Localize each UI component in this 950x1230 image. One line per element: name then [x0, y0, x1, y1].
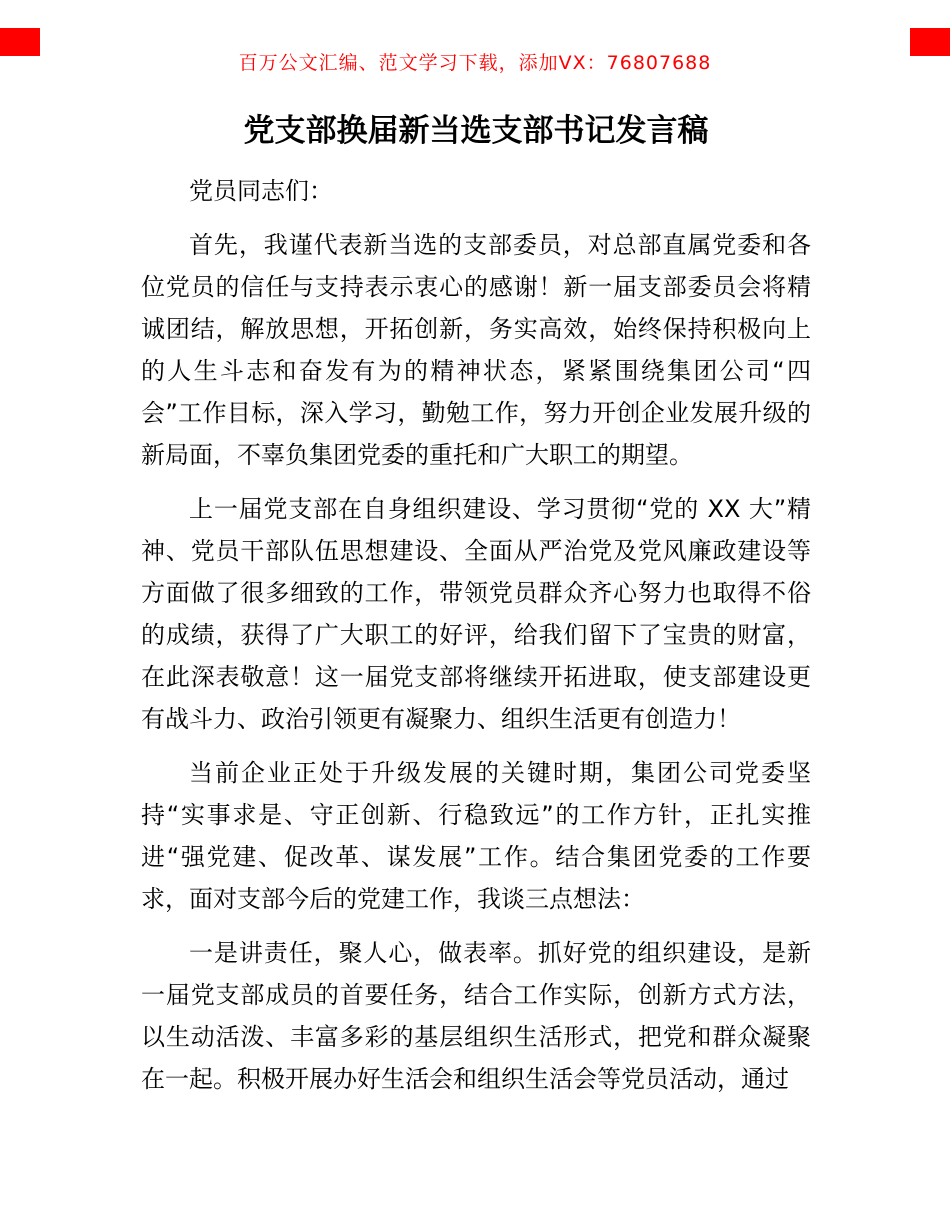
paragraph-salutation: 党员同志们：	[189, 177, 333, 205]
promo-banner: 百万公文汇编、范文学习下载，添加VX：76807688	[238, 52, 712, 74]
document-title: 党支部换届新当选支部书记发言稿	[243, 113, 709, 149]
paragraph: 当前企业正处于升级发展的关键时期，集团公司党委坚持“实事求是、守正创新、行稳致远”的工作方针，正扎实推进“强党建、促改革、谋发展”工作。结合集团党委的工作要求，面对支部今后的党建工作，我谈三点想法：	[141, 759, 811, 913]
document	[141, 108, 811, 1112]
paragraph: 上一届党支部在自身组织建设、学习贯彻“党的 XX 大”精神、党员干部队伍思想建设、全面从严治党及党风廉政建设等方面做了很多细致的工作，带领党员群众齐心努力也取得不俗的成绩，获得了广大职工的好评，给我们留下了宝贵的财富，在此深表敬意！这一届党支部将继续开拓进取，使支部建设更有战斗力、政治引领更有凝聚力、组织生活更有创造力！	[141, 495, 811, 733]
document-body	[141, 170, 811, 1100]
paragraph: 一是讲责任，聚人心，做表率。抓好党的组织建设，是新一届党支部成员的首要任务，结合工作实际，创新方式方法，以生动活泼、丰富多彩的基层组织生活形式，把党和群众凝聚在一起。积极开展办好生活会和组织生活会等党员活动，通过	[141, 939, 811, 1093]
paragraph: 首先，我谨代表新当选的支部委员，对总部直属党委和各位党员的信任与支持表示衷心的感谢！新一届支部委员会将精诚团结，解放思想，开拓创新，务实高效，始终保持积极向上的人生斗志和奋发有为的精神状态，紧紧围绕集团公司“四会”工作目标，深入学习，勤勉工作，努力开创企业发展升级的新局面，不辜负集团党委的重托和广大职工的期望。	[141, 231, 811, 469]
